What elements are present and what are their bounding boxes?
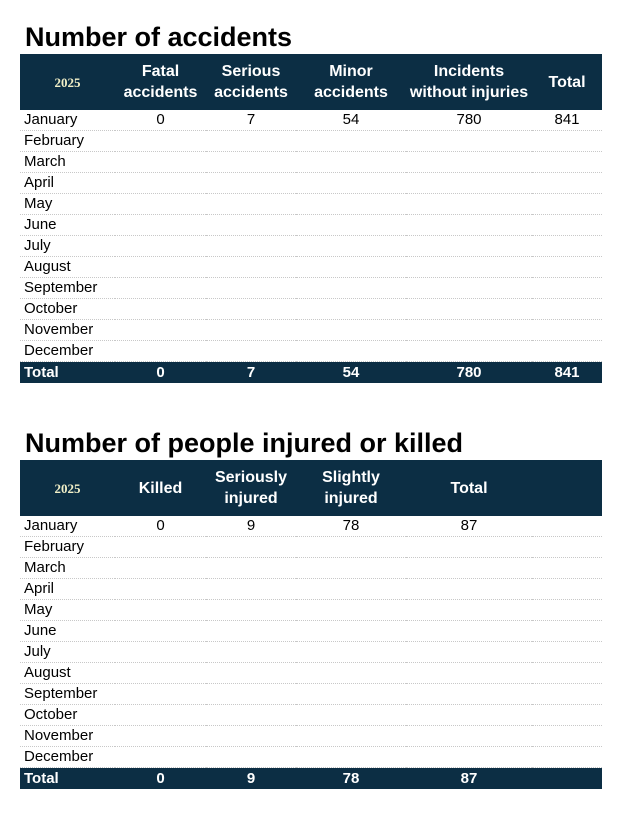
table-cell [406,642,532,663]
table-row [20,131,602,152]
table-cell [296,579,406,600]
table-row [20,642,602,663]
table-cell [296,705,406,726]
table-cell [406,747,532,768]
total-value [532,768,602,790]
table-cell: 841 [532,110,602,131]
table-cell: 7 [206,110,296,131]
total-value: 78 [296,768,406,790]
table-cell [406,537,532,558]
injured-year-header: 2025 [20,460,115,516]
table-cell [115,600,206,621]
accidents-col-total: Total [532,54,602,110]
table-cell [532,236,602,257]
table-cell [406,194,532,215]
table-row [20,299,602,320]
injured-total-row [20,768,602,790]
table-cell [206,299,296,320]
table-cell [115,173,206,194]
table-row [20,320,602,341]
table-cell [532,131,602,152]
total-value: 54 [296,362,406,384]
month-label: October [20,705,115,726]
month-label: April [20,579,115,600]
table-cell [296,320,406,341]
table-cell [115,747,206,768]
table-cell [406,131,532,152]
table-cell [296,341,406,362]
accidents-col-serious: Serious accidents [206,54,296,110]
table-row [20,600,602,621]
table-cell: 9 [206,516,296,537]
month-label: September [20,278,115,299]
table-cell [532,278,602,299]
table-cell [206,600,296,621]
injured-col-slightly: Slightly injured [296,460,406,516]
table-cell [532,215,602,236]
table-cell [532,642,602,663]
table-cell [296,621,406,642]
table-cell [115,558,206,579]
table-cell [206,684,296,705]
injured-title: Number of people injured or killed [25,428,464,458]
table-cell [296,747,406,768]
table-cell [296,131,406,152]
month-label: November [20,320,115,341]
table-cell [115,663,206,684]
accidents-header-row [20,54,602,110]
table-cell [532,320,602,341]
month-label: August [20,257,115,278]
total-label: Total [20,362,115,384]
table-cell [206,663,296,684]
month-label: February [20,131,115,152]
month-label: September [20,684,115,705]
total-value: 0 [115,362,206,384]
table-cell [406,215,532,236]
table-cell: 780 [406,110,532,131]
total-value: 841 [532,362,602,384]
table-cell [115,341,206,362]
table-row [20,257,602,278]
accidents-col-fatal: Fatal accidents [115,54,206,110]
table-cell [206,747,296,768]
injured-table [20,460,602,789]
total-value: 780 [406,362,532,384]
table-cell [206,579,296,600]
table-cell [115,684,206,705]
injured-col-empty [532,460,602,516]
table-cell [115,537,206,558]
table-cell [115,194,206,215]
table-cell: 0 [115,516,206,537]
table-cell [406,558,532,579]
table-row [20,747,602,768]
month-label: May [20,600,115,621]
table-cell [406,341,532,362]
total-value: 0 [115,768,206,790]
table-cell [532,341,602,362]
table-row [20,516,602,537]
table-cell [406,299,532,320]
table-cell [115,705,206,726]
table-cell [115,131,206,152]
table-cell [115,726,206,747]
table-cell [406,152,532,173]
injured-section [20,426,602,789]
table-cell [296,684,406,705]
table-cell [206,257,296,278]
injured-col-seriously: Seriously injured [206,460,296,516]
table-cell [115,236,206,257]
month-label: December [20,341,115,362]
table-cell [296,600,406,621]
table-cell [296,236,406,257]
table-row [20,558,602,579]
table-cell [406,579,532,600]
table-row [20,194,602,215]
table-cell [406,705,532,726]
month-label: March [20,558,115,579]
table-cell [406,621,532,642]
table-cell [406,257,532,278]
table-row [20,621,602,642]
accidents-col-incidents: Incidents without injuries [406,54,532,110]
table-cell [206,236,296,257]
table-cell [532,537,602,558]
injured-header-row [20,460,602,516]
table-cell [406,684,532,705]
table-row [20,726,602,747]
table-row [20,110,602,131]
accidents-total-row [20,362,602,384]
table-cell [115,152,206,173]
table-cell [206,131,296,152]
month-label: August [20,663,115,684]
accidents-year-header: 2025 [20,54,115,110]
table-cell [296,726,406,747]
table-cell [532,705,602,726]
table-cell [115,320,206,341]
month-label: May [20,194,115,215]
table-cell [296,173,406,194]
table-cell [206,215,296,236]
table-cell [296,257,406,278]
table-cell [206,537,296,558]
table-cell [406,278,532,299]
table-cell: 0 [115,110,206,131]
table-row [20,152,602,173]
table-row [20,278,602,299]
accidents-col-minor: Minor accidents [296,54,406,110]
table-cell [532,152,602,173]
month-label: March [20,152,115,173]
table-row [20,663,602,684]
table-cell [206,173,296,194]
month-label: December [20,747,115,768]
table-cell [206,705,296,726]
table-cell [206,320,296,341]
accidents-table [20,54,602,383]
table-cell [532,600,602,621]
table-cell [296,215,406,236]
table-cell [206,341,296,362]
total-value: 87 [406,768,532,790]
table-cell [532,579,602,600]
table-row [20,173,602,194]
accidents-title: Number of accidents [25,22,293,52]
table-cell [296,278,406,299]
table-cell [115,215,206,236]
table-cell [406,173,532,194]
table-row [20,579,602,600]
month-label: June [20,621,115,642]
month-label: July [20,642,115,663]
table-cell [115,299,206,320]
table-cell: 54 [296,110,406,131]
table-cell [206,642,296,663]
table-cell [532,663,602,684]
month-label: April [20,173,115,194]
table-cell [115,257,206,278]
table-cell [206,278,296,299]
month-label: October [20,299,115,320]
table-cell [296,299,406,320]
table-cell [532,516,602,537]
table-cell [532,684,602,705]
table-cell [532,194,602,215]
table-cell [296,642,406,663]
table-cell [532,173,602,194]
accidents-section [20,20,602,383]
table-cell [115,621,206,642]
table-cell [206,152,296,173]
total-label: Total [20,768,115,790]
table-cell [532,299,602,320]
month-label: January [20,110,115,131]
table-cell [115,579,206,600]
table-cell [296,152,406,173]
month-label: January [20,516,115,537]
table-cell [206,726,296,747]
table-cell [206,558,296,579]
table-cell [115,278,206,299]
table-cell [406,726,532,747]
table-cell [406,320,532,341]
table-cell [532,257,602,278]
table-cell [532,621,602,642]
table-cell [406,663,532,684]
month-label: February [20,537,115,558]
table-cell [206,194,296,215]
table-cell [296,537,406,558]
table-cell [406,600,532,621]
injured-col-killed: Killed [115,460,206,516]
table-cell: 87 [406,516,532,537]
table-row [20,215,602,236]
table-cell [296,663,406,684]
table-cell [532,747,602,768]
table-row [20,705,602,726]
table-row [20,684,602,705]
table-cell [115,642,206,663]
table-cell [206,621,296,642]
injured-col-total: Total [406,460,532,516]
table-cell [406,236,532,257]
month-label: June [20,215,115,236]
month-label: November [20,726,115,747]
total-value: 7 [206,362,296,384]
table-cell [532,558,602,579]
table-cell [532,726,602,747]
table-cell [296,558,406,579]
table-row [20,236,602,257]
table-cell [296,194,406,215]
table-row [20,537,602,558]
table-row [20,341,602,362]
total-value: 9 [206,768,296,790]
table-cell: 78 [296,516,406,537]
month-label: July [20,236,115,257]
